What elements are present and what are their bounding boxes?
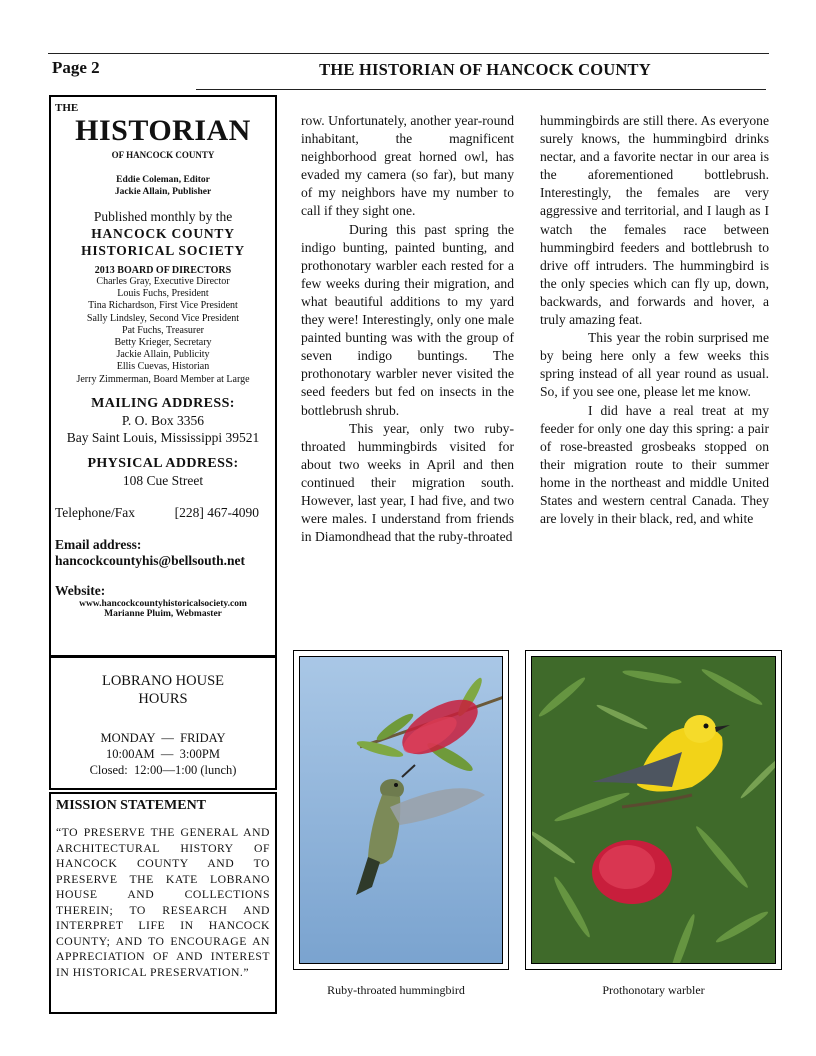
phone-label: Telephone/Fax xyxy=(55,504,136,520)
hours-title-line-1: LOBRANO HOUSE xyxy=(101,673,225,689)
mission-heading: MISSION STATEMENT xyxy=(56,798,207,813)
board-member: Pat Fuchs, Treasurer xyxy=(122,324,204,336)
board-heading: 2013 BOARD OF DIRECTORS xyxy=(94,265,232,276)
mission-box xyxy=(49,792,277,1014)
email-address[interactable]: hancockcountyhis@bellsouth.net xyxy=(55,552,245,568)
publisher-line: Jackie Allain, Publisher xyxy=(114,186,212,197)
article-paragraph: This year the robin surprised me by being here only a few weeks this spring instead of all year round as usual. So, if you see one, please let me know. xyxy=(540,330,769,400)
page-number: Page 2 xyxy=(52,58,100,77)
board-member: Louis Fuchs, President xyxy=(117,288,209,300)
society-line-2: HISTORICAL SOCIETY xyxy=(81,243,245,258)
mailing-line-2: Bay Saint Louis, Mississippi 39521 xyxy=(66,429,260,445)
article-column-2 xyxy=(540,112,769,528)
physical-heading: PHYSICAL ADDRESS: xyxy=(87,455,239,471)
article-paragraph: hummingbirds are still there. As everyone surely knows, the hummingbird drinks nectar, and a favorite nectar in our area is the aforementioned bottlebrush. Interestingly, the females are very aggressive and territorial, and I laugh as I watch the females race between hummingbird feeders and bottlebrush to drive off intruders. The hummingbird is the only species which can fly up, down, backwards, and forwards and hover, a truly amazing feat. xyxy=(540,113,769,328)
board-member: Ellis Cuevas, Historian xyxy=(116,361,210,373)
warbler-image xyxy=(532,657,776,964)
sidebar-subtitle: OF HANCOCK COUNTY xyxy=(111,150,215,160)
masthead-underline xyxy=(196,89,766,90)
webmaster-line: Marianne Pluim, Webmaster xyxy=(104,608,222,619)
warbler-photo-frame xyxy=(525,650,782,970)
sidebar-the: THE xyxy=(55,102,79,114)
editor-line: Eddie Coleman, Editor xyxy=(116,175,210,185)
hours-closed: Closed: 12:00—1:00 (lunch) xyxy=(89,763,237,777)
hummingbird-image xyxy=(300,657,503,964)
hummingbird-photo-frame xyxy=(293,650,509,970)
hours-title xyxy=(51,672,275,708)
board-list xyxy=(55,276,271,386)
board-member: Charles Gray, Executive Director xyxy=(96,276,230,287)
sidebar-title: HISTORIAN xyxy=(75,114,251,147)
board-member: Jerry Zimmerman, Board Member at Large xyxy=(76,373,250,385)
website-url[interactable]: www.hancockcountyhistoricalsociety.com xyxy=(79,598,247,609)
masthead-title: THE HISTORIAN OF HANCOCK COUNTY xyxy=(319,60,651,79)
hours-days: MONDAY — FRIDAY xyxy=(100,731,226,745)
phone-value: [228] 467-4090 xyxy=(174,504,259,520)
hummingbird-photo xyxy=(299,656,503,964)
board-member: Jackie Allain, Publicity xyxy=(116,349,210,361)
society-line-1: HANCOCK COUNTY xyxy=(91,226,235,241)
article-paragraph: This year, only two ruby-throated hummingbirds visited for about two weeks in April and then continued their migration south. However, last year, I had five, and two were males. I understand from friends in Diamondhead that the ruby-throated xyxy=(301,420,514,545)
sidebar-info-box xyxy=(49,95,277,657)
hours-times: 10:00AM — 3:00PM xyxy=(106,747,220,761)
warbler-photo xyxy=(531,656,776,964)
board-member: Betty Krieger, Secretary xyxy=(114,337,212,349)
hours-title-line-2: HOURS xyxy=(138,691,188,707)
website-heading: Website: xyxy=(55,582,106,598)
article-paragraph: During this past spring the indigo bunting, painted bunting, and prothonotary warbler each rested for a few weeks during their migration, and what beautiful additions to my yard they were! Interestingly, only one male painted bunting was with the group of seven indigo buntings. The prothonotary warbler never visited the seed feeders but fed on insects in the bottlebrush shrub. xyxy=(301,221,514,418)
article-paragraph: I did have a real treat at my feeder for only one day this spring: a pair of rose-breasted grosbeaks stopped on their migration route to their summer home in the northeast and middle United States and western central Canada. They are lovely in their black, red, and white xyxy=(540,402,769,527)
hours-box xyxy=(49,656,277,790)
warbler-caption: Prothonotary warbler xyxy=(602,983,705,997)
article-column-1 xyxy=(301,112,514,546)
article-paragraph: row. Unfortunately, another year-round inhabitant, the magnificent neighborhood great horned owl, has evaded my camera (so far), but many of my neighbors have my number to call if they sight one. xyxy=(301,113,514,219)
top-rule xyxy=(48,53,769,54)
society-name xyxy=(55,225,271,259)
email-heading: Email address: xyxy=(55,536,142,552)
mailing-heading: MAILING ADDRESS: xyxy=(91,395,235,411)
mailing-line-1: P. O. Box 3356 xyxy=(121,412,205,428)
physical-line: 108 Cue Street xyxy=(122,472,204,488)
published-by: Published monthly by the xyxy=(93,209,233,224)
hummingbird-caption: Ruby-throated hummingbird xyxy=(327,983,465,997)
board-member: Tina Richardson, First Vice President xyxy=(88,300,238,312)
phone-row xyxy=(55,505,271,521)
board-member: Sally Lindsley, Second Vice President xyxy=(86,312,240,324)
mission-text: “TO PRESERVE THE GENERAL AND ARCHITECTURAL HISTORY OF HANCOCK COUNTY AND TO PRESERVE THE KATE LOBRANO HOUSE AND COLLECTIONS THEREIN; TO RESEARCH AND INTERPRET LIFE IN HANCOCK COUNTY; AND TO ENCOURAGE AN APPRECIATION OF AND INTEREST IN HISTORICAL PRESERVATION.” xyxy=(56,826,270,979)
